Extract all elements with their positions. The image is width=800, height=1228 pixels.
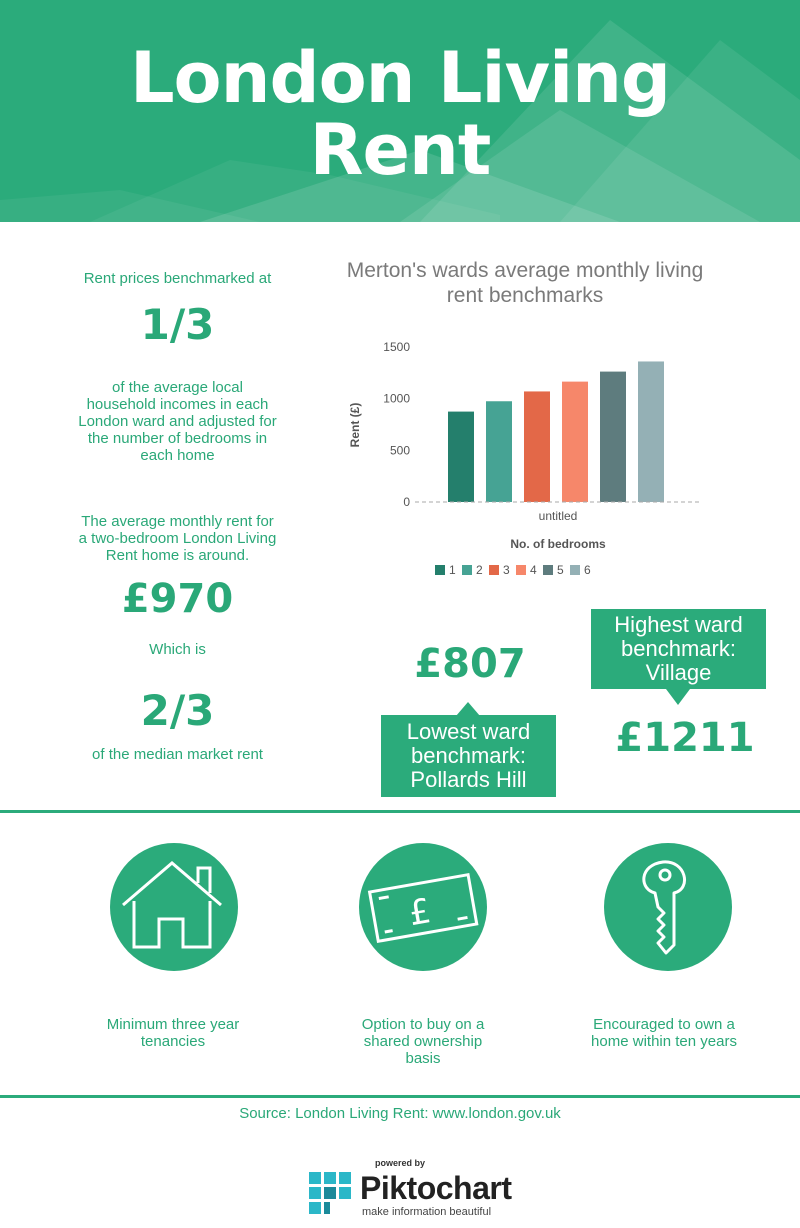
legend-swatch-1 [435, 565, 445, 575]
lowest-callout-line: Lowest ward [406, 719, 531, 744]
benchmark-detail-line: the number of bedrooms in [87, 430, 268, 447]
bar-chart [340, 330, 720, 590]
benchmark-detail-line: each home [140, 447, 215, 464]
house-circle [110, 843, 238, 971]
chart-title: Merton's wards average monthly living rent benchmarks [346, 259, 704, 307]
y-tick-label: 1500 [383, 340, 410, 354]
x-tick-label: untitled [538, 509, 578, 523]
key-circle [604, 843, 732, 971]
benchmark-fraction: 1/3 [140, 300, 215, 349]
feature-line: basis [405, 1050, 441, 1067]
average-intro-line: The average monthly rent for [81, 513, 274, 530]
highest-callout-line: benchmark: [621, 636, 736, 661]
page-title [0, 37, 800, 191]
lowest-callout-line: benchmark: [411, 743, 526, 768]
legend-swatch-4 [516, 565, 526, 575]
bar-5[interactable] [600, 372, 626, 502]
feature-line: home within ten years [591, 1033, 737, 1050]
bar-2[interactable] [486, 401, 512, 502]
legend-label-2: 2 [476, 563, 483, 577]
bar-4[interactable] [562, 382, 588, 502]
legend-label-6: 6 [584, 563, 591, 577]
feature-line: tenancies [140, 1033, 206, 1050]
source-text: Source: London Living Rent: www.london.gov.uk [239, 1105, 561, 1122]
average-intro [60, 513, 295, 564]
average-rent-value: £970 [121, 576, 234, 622]
title-line-2: Rent [309, 109, 491, 191]
benchmark-intro: Rent prices benchmarked at [83, 270, 272, 287]
x-axis-label: No. of bedrooms [510, 537, 606, 551]
median-text: of the median market rent [92, 746, 263, 763]
benchmark-detail-line: London ward and adjusted for [78, 413, 277, 430]
lowest-ward-callout [381, 715, 556, 797]
house-icon [110, 843, 238, 971]
lowest-callout-pointer [456, 702, 480, 716]
header-banner [0, 0, 800, 222]
legend-label-5: 5 [557, 563, 564, 577]
legend-swatch-3 [489, 565, 499, 575]
pound-note-icon [359, 843, 487, 971]
bar-3[interactable] [524, 391, 550, 502]
feature-text [569, 1016, 759, 1050]
bar-6[interactable] [638, 361, 664, 502]
benchmark-detail-line: household incomes in each [86, 396, 269, 413]
y-tick-label: 1000 [383, 391, 410, 406]
key-icon [604, 843, 732, 971]
piktochart-tagline: make information beautiful [362, 1206, 492, 1218]
y-axis-label: Rent (£) [348, 402, 362, 448]
powered-by-text: powered by [374, 1158, 425, 1168]
lowest-value: £807 [414, 641, 526, 687]
bar-1[interactable] [448, 412, 474, 502]
feature-line: Encouraged to own a [593, 1016, 735, 1033]
feature-line: Minimum three year [106, 1016, 240, 1033]
feature-text [328, 1016, 518, 1067]
average-intro-line: Rent home is around. [105, 547, 250, 564]
average-intro-line: a two-bedroom London Living [78, 530, 277, 547]
lowest-callout-line: Pollards Hill [410, 767, 527, 792]
highest-ward-callout [591, 609, 766, 689]
footer-divider [0, 1095, 800, 1098]
y-axis [383, 340, 410, 509]
feature-line: Option to buy on a [361, 1016, 485, 1033]
bars-group [448, 361, 664, 502]
benchmark-detail-line: of the average local [112, 379, 243, 396]
legend [435, 563, 591, 577]
feature-text [78, 1016, 268, 1050]
legend-swatch-6 [570, 565, 580, 575]
highest-callout-pointer [666, 689, 690, 705]
highest-callout-line: Village [645, 660, 712, 685]
legend-label-4: 4 [530, 563, 537, 577]
highest-callout-line: Highest ward [614, 612, 743, 637]
median-fraction: 2/3 [140, 686, 215, 735]
money-circle [359, 843, 487, 971]
svg-text:£: £ [405, 891, 435, 935]
section-divider [0, 810, 800, 813]
legend-label-3: 3 [503, 563, 510, 577]
benchmark-detail [60, 379, 295, 464]
legend-swatch-2 [462, 565, 472, 575]
feature-line: shared ownership [363, 1033, 483, 1050]
y-tick-label: 0 [403, 495, 410, 509]
piktochart-brand[interactable]: Piktochart [360, 1170, 512, 1206]
which-is-text: Which is [149, 641, 206, 658]
y-tick-label: 500 [389, 443, 410, 458]
title-line-1: London Living [129, 37, 671, 119]
highest-value: £1211 [615, 715, 755, 761]
piktochart-logo-icon [309, 1172, 355, 1218]
legend-swatch-5 [543, 565, 553, 575]
legend-label-1: 1 [449, 563, 456, 577]
